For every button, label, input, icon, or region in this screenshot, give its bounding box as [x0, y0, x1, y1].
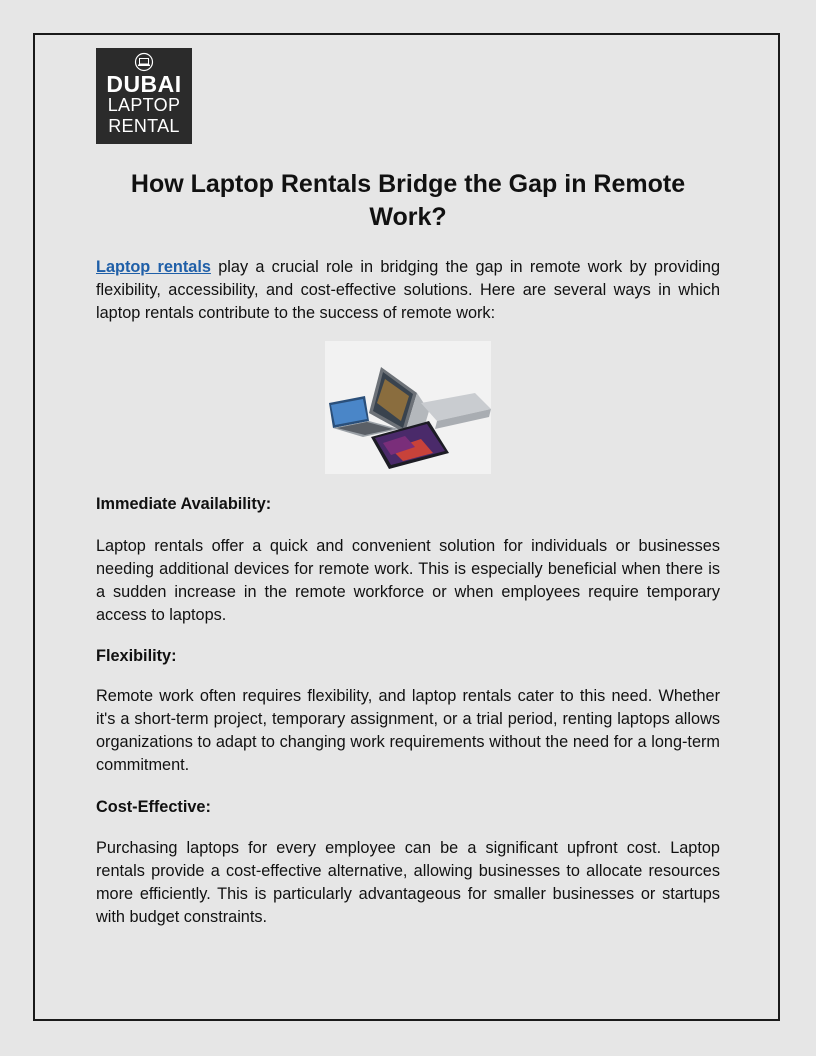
section-body: Laptop rentals offer a quick and convenient solution for individuals or businesses needing additional devices for remote work. This is especially beneficial when there is a sudden increase in the remote workforce or when employees require temporary access to laptops. [96, 537, 720, 624]
logo-text-rental: RENTAL [108, 116, 180, 136]
section-heading: Flexibility: [96, 647, 177, 665]
logo-text-laptop: LAPTOP [107, 95, 181, 115]
laptop-emblem-icon [134, 52, 154, 72]
company-logo [96, 48, 192, 144]
intro-paragraph [96, 256, 720, 325]
section-body: Remote work often requires flexibility, and laptop rentals cater to this need. Whether it's a short-term project, temporary assignment, or a trial period, renting laptops allows organizations to adapt to changing work requirements without the need for a long-term commitment. [96, 687, 720, 774]
laptop-rentals-link[interactable]: Laptop rentals [96, 258, 211, 276]
laptops-image [325, 341, 491, 474]
section-heading: Immediate Availability: [96, 495, 272, 513]
section-body: Purchasing laptops for every employee can be a significant upfront cost. Laptop rentals provide a cost-effective alternative, allowing businesses to allocate resources more efficiently. This is particularly advantageous for smaller businesses or startups with budget constraints. [96, 839, 720, 926]
intro-text: play a crucial role in bridging the gap in remote work by providing flexibility, accessibility, and cost-effective solutions. Here are several ways in which laptop rentals contribute to the success of remote work: [96, 258, 720, 322]
section-heading: Cost-Effective: [96, 798, 211, 816]
page-title: How Laptop Rentals Bridge the Gap in Remote Work? [130, 170, 686, 231]
logo-text-dubai: DUBAI [106, 71, 182, 97]
